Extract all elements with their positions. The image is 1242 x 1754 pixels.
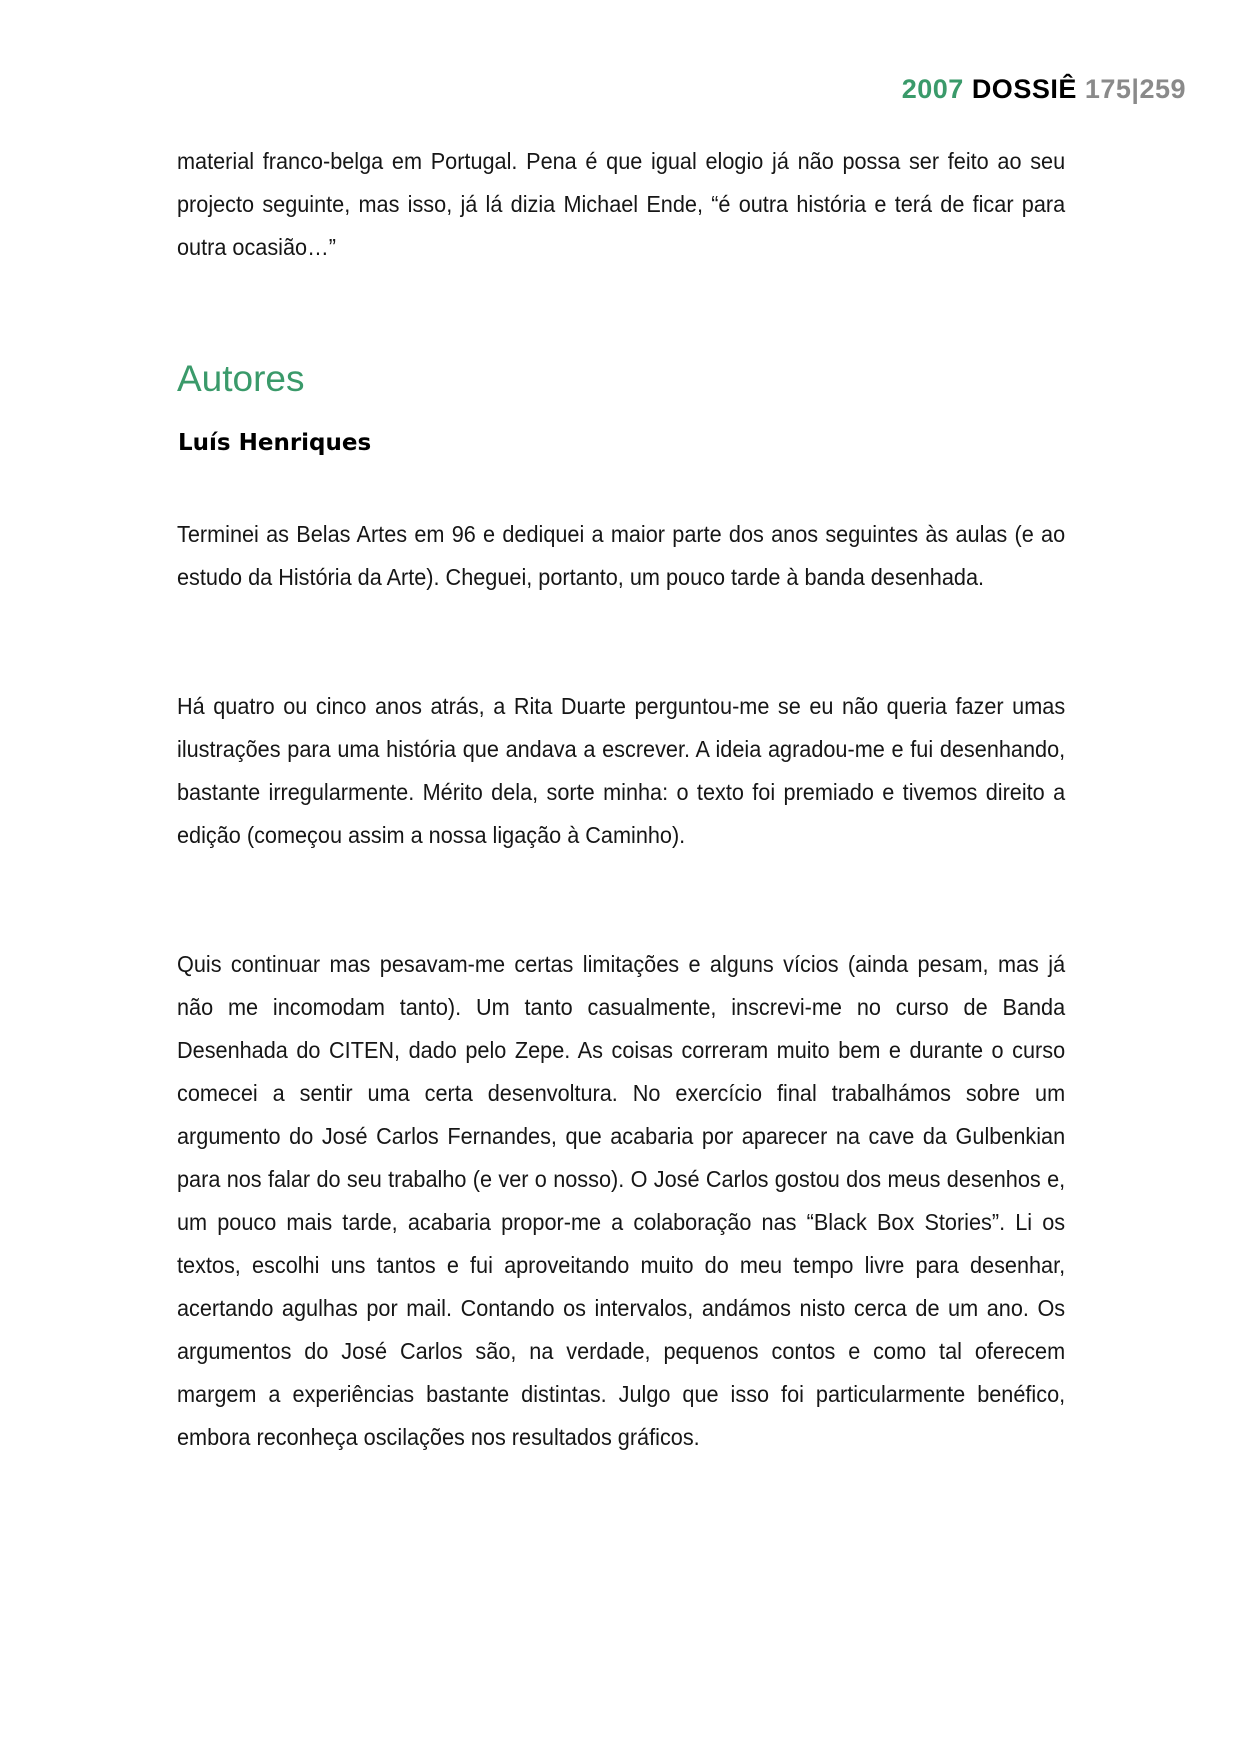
body-paragraph: Terminei as Belas Artes em 96 e dediquei a maior parte dos anos seguintes às aulas (e ao estudo da História da Arte). Cheguei, portanto, um pouco tarde à banda desenhada. — [177, 521, 1066, 590]
section-title: Autores — [177, 358, 305, 399]
body-paragraph: Quis continuar mas pesavam-me certas limitações e alguns vícios (ainda pesam, mas já não me incomodam tanto). Um tanto casualmente, inscrevi-me no curso de Banda Desenhada do CITEN, dado pelo Zepe. As coisas correram muito bem e durante o curso comecei a sentir uma certa desenvoltura. No exercício final trabalhámos sobre um argumento do José Carlos Fernandes, que acabaria por aparecer na cave da Gulbenkian para nos falar do seu trabalho (e ver o nosso). O José Carlos gostou dos meus desenhos e, um pouco mais tarde, acabaria propor-me a colaboração nas “Black Box Stories”. Li os textos, escolhi uns tantos e fui aproveitando muito do meu tempo livre para desenhar, acertando agulhas por mail. Contando os intervalos, andámos nisto cerca de um ano. Os argumentos do José Carlos são, na verdade, pequenos contos e como tal oferecem margem a experiências bastante distintas. Julgo que isso foi particularmente benéfico, embora reconheça oscilações nos resultados gráficos. — [177, 951, 1066, 1450]
author-name: Luís Henriques — [178, 430, 372, 456]
header-title: DOSSIÊ — [971, 74, 1077, 104]
header-year: 2007 — [901, 74, 964, 104]
page-header — [902, 74, 1186, 105]
body-paragraph: Há quatro ou cinco anos atrás, a Rita Duarte perguntou-me se eu não queria fazer umas ilustrações para uma história que andava a escrever. A ideia agradou-me e fui desenhando, bastante irregularmente. Mérito dela, sorte minha: o texto foi premiado e tivemos direito a edição (começou assim a nossa ligação à Caminho). — [177, 693, 1066, 848]
intro-paragraph: material franco-belga em Portugal. Pena é que igual elogio já não possa ser feito ao seu projecto seguinte, mas isso, já lá dizia Michael Ende, “é outra história e terá de ficar para outra ocasião…” — [177, 148, 1066, 260]
paragraph-block-3 — [177, 943, 1065, 1459]
header-page-number: 175|259 — [1084, 74, 1186, 104]
intro-paragraph-block — [177, 140, 1065, 269]
paragraph-block-2 — [177, 685, 1065, 857]
paragraph-block-1 — [177, 513, 1065, 599]
